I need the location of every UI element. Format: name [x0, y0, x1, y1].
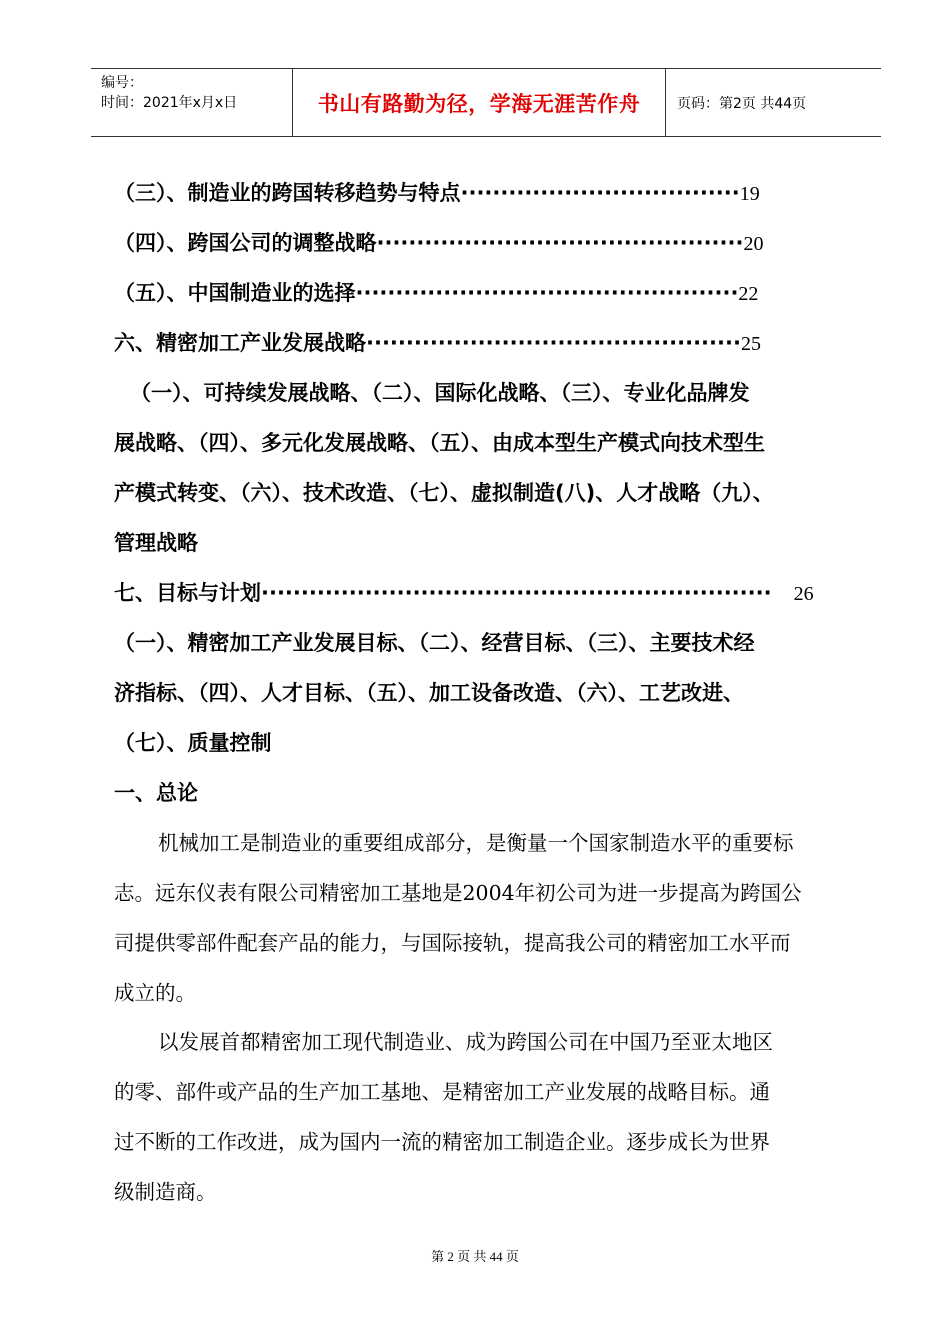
toc-entry-title: （三）、制造业的跨国转移趋势与特点	[114, 181, 461, 205]
paragraph-line: 司提供零部件配套产品的能力，与国际接轨，提高我公司的精密加工水平而	[114, 931, 791, 955]
section7-items-line: （一）、精密加工产业发展目标、（二）、经营目标、（三）、主要技术经	[114, 631, 755, 655]
toc-leader-dots: ···············································	[366, 331, 741, 355]
toc-entry[interactable]	[114, 178, 760, 209]
toc-entry-page: 22	[738, 283, 759, 305]
header-motto: 书山有路勤为径，学海无涯苦作舟	[317, 91, 641, 116]
header-divider	[665, 69, 666, 136]
toc-entry-title: 七、目标与计划	[114, 581, 261, 605]
page-header	[91, 68, 881, 137]
section6-items-line: 展战略、（四）、多元化发展战略、（五）、由成本型生产模式向技术型生	[114, 431, 765, 455]
section7-items-line: 济指标、（四）、人才目标、（五）、加工设备改造、（六）、工艺改进、	[114, 681, 744, 705]
paragraph-line: 成立的。	[114, 981, 196, 1005]
paragraph-line: 以发展首都精密加工现代制造业、成为跨国公司在中国乃至亚太地区	[158, 1030, 773, 1054]
section-heading: 一、总论	[114, 781, 198, 805]
section7-items-line: （七）、质量控制	[114, 731, 272, 755]
document-time-label: 时间：2021年x月x日	[101, 95, 238, 111]
paragraph-line: 机械加工是制造业的重要组成部分，是衡量一个国家制造水平的重要标	[158, 831, 794, 855]
page-footer: 第 2 页 共 44 页	[431, 1249, 519, 1264]
toc-entry-title: 六、精密加工产业发展战略	[114, 331, 366, 355]
toc-leader-dots: ···································	[460, 181, 740, 205]
section6-items-line: 管理战略	[114, 531, 198, 555]
header-page-number: 页码：第2页 共44页	[677, 95, 807, 112]
toc-leader-dots: ································································	[261, 581, 772, 605]
toc-entry-title: （四）、跨国公司的调整战略	[114, 231, 377, 255]
section6-items-line: （一）、可持续发展战略、（二）、国际化战略、（三）、专业化品牌发	[130, 381, 750, 405]
header-meta	[101, 73, 237, 113]
paragraph-line: 的零、部件或产品的生产加工基地、是精密加工产业发展的战略目标。通	[114, 1080, 770, 1104]
toc-entry-page: 25	[740, 333, 761, 355]
toc-entry-page: 20	[743, 233, 764, 255]
toc-entry-title: （五）、中国制造业的选择	[114, 281, 356, 305]
toc-leader-dots: ················································	[355, 281, 739, 305]
document-number-label: 编号：	[101, 75, 143, 91]
toc-leader-dots: ··············································	[376, 231, 744, 255]
toc-entry-page: 19	[739, 183, 760, 205]
toc-entry-page: 26	[793, 583, 814, 605]
paragraph-line: 过不断的工作改进，成为国内一流的精密加工制造企业。逐步成长为世界	[114, 1130, 770, 1154]
toc-entry[interactable]	[114, 578, 814, 609]
toc-entry[interactable]	[114, 328, 761, 359]
paragraph-line: 志。远东仪表有限公司精密加工基地是2004年初公司为进一步提高为跨国公	[114, 881, 802, 905]
toc-entry[interactable]	[114, 228, 763, 259]
section6-items-line: 产模式转变、（六）、技术改造、（七）、虚拟制造(八)、人才战略（九）、	[114, 481, 774, 505]
toc-entry[interactable]	[114, 278, 758, 309]
paragraph-line: 级制造商。	[114, 1180, 217, 1204]
